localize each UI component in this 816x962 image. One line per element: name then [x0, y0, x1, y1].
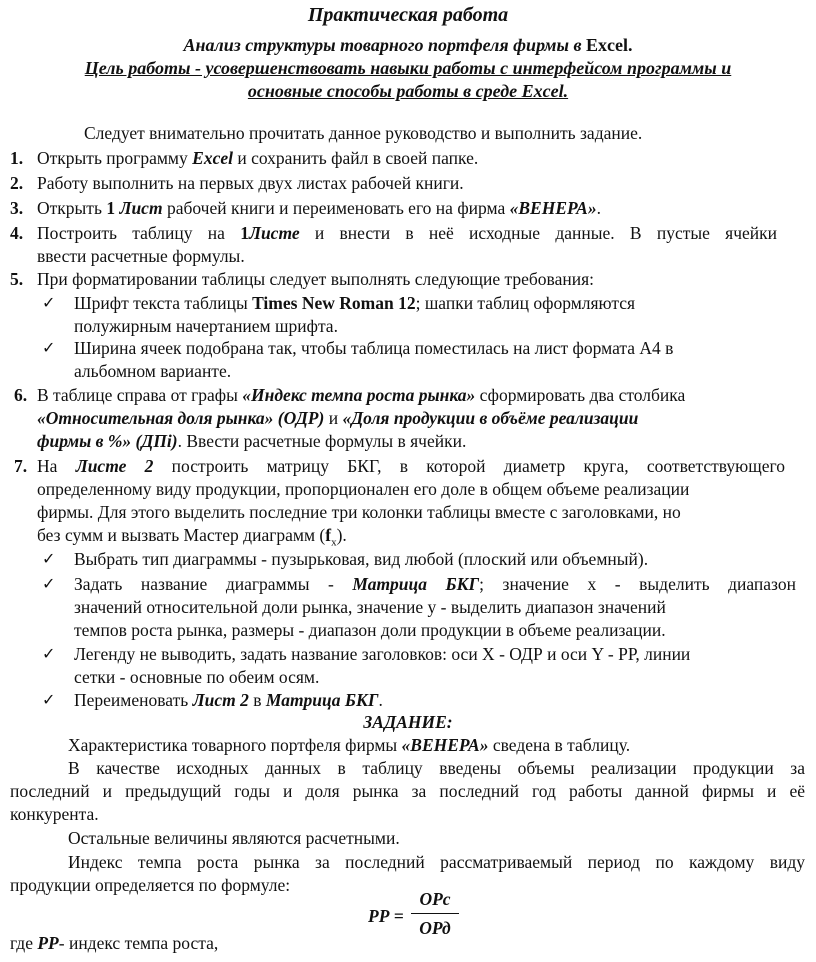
step-7-part: Листе 2: [75, 456, 154, 476]
step-number: 6.: [14, 385, 28, 405]
task-part: РР: [37, 933, 59, 953]
task-paragraph-4-line-2: продукции определяется по формуле:: [10, 875, 291, 895]
formula-lhs: РР =: [368, 906, 404, 926]
step-1-text: [37, 147, 478, 169]
step-number: 5.: [10, 269, 24, 289]
bullet-part: Матрица БКГ: [352, 574, 480, 594]
checkmark-icon: ✓: [42, 293, 56, 312]
task-paragraph-2-line-1: В качестве исходных данных в таблицу введены объемы реализации продукции за: [68, 758, 805, 778]
step-3-part: .: [596, 198, 601, 218]
goal-line-2: основные способы работы в среде Excel.: [247, 81, 569, 101]
task-paragraph-1: [68, 734, 630, 756]
step-5-bullet-2-line-2: альбомном варианте.: [74, 361, 232, 381]
task-last-line: [10, 932, 218, 954]
formula-denominator: ОРд: [419, 918, 451, 938]
step-4-line-2: ввести расчетные формулы.: [37, 246, 245, 266]
step-6-line-3: [37, 430, 466, 452]
checkmark-icon: ✓: [42, 549, 56, 568]
step-6-line-2: [37, 407, 638, 429]
task-paragraph-2-line-2: последний и предыдущий годы и доля рынка за последний год работы данной фирмы и её: [10, 781, 805, 801]
task-paragraph-4-line-1: Индекс темпа роста рынка за последний рассматриваемый период по каждому виду: [68, 852, 805, 872]
subtitle-text: Анализ структуры товарного портфеля фирмы в: [183, 35, 587, 55]
step-3-part: 1: [106, 198, 120, 218]
step-7-text: [37, 455, 785, 477]
task-part: где: [10, 933, 38, 953]
step-4-part: Листе: [248, 223, 300, 243]
goal-line-1: Цель работы - усовершенствовать навыки работы с интерфейсом программы и: [84, 58, 732, 78]
step-7-bullet-3-line-2: сетки - основные по обеим осям.: [74, 667, 320, 687]
checkmark-icon: ✓: [42, 574, 56, 593]
page-subtitle: [0, 34, 816, 56]
bullet-part: Матрица БКГ: [265, 690, 379, 710]
step-7-bullet-4: [74, 689, 383, 711]
step-7-bullet-1: Выбрать тип диаграммы - пузырьковая, вид любой (плоский или объемный).: [74, 549, 649, 569]
step-3-part: Открыть: [37, 198, 107, 218]
step-7-line-3: фирмы. Для этого выделить последние три колонки таблицы вместе с заголовками, но: [37, 502, 681, 522]
step-7-part: без сумм и вызвать Мастер диаграмм (: [37, 525, 326, 545]
bullet-part: Лист 2: [192, 690, 249, 710]
step-4-text: [37, 222, 777, 244]
step-7-part: ).: [336, 525, 347, 545]
checkmark-icon: ✓: [42, 338, 56, 357]
bullet-part: ; значение х - выделить диапазон: [479, 574, 796, 594]
formula-fraction-bar: [411, 913, 459, 914]
task-paragraph-2-line-3: конкурента.: [10, 804, 99, 824]
step-5-bullet-1-line-2: полужирным начертанием шрифта.: [74, 316, 338, 336]
step-6-part: В таблице справа от графы: [37, 385, 243, 405]
step-6-text: [37, 384, 685, 406]
task-company: «ВЕНЕРА»: [401, 735, 489, 755]
step-1-part: и сохранить файл в своей папке.: [232, 148, 479, 168]
bullet-part: ; шапки таблиц оформляются: [415, 293, 636, 313]
step-4-part: 1: [240, 223, 249, 243]
step-number: 2.: [10, 173, 24, 193]
step-number: 3.: [10, 198, 24, 218]
bullet-part: .: [378, 690, 383, 710]
task-paragraph-3: Остальные величины являются расчетными.: [68, 828, 400, 848]
task-heading: ЗАДАНИЕ:: [363, 712, 453, 732]
step-7-bullet-2: [74, 573, 796, 595]
fx-subscript: x: [331, 536, 337, 549]
step-3-company: «ВЕНЕРА»: [509, 198, 597, 218]
step-6-part: . Ввести расчетные формулы в ячейки.: [177, 431, 467, 451]
step-1-excel: Excel: [192, 148, 233, 168]
checkmark-icon: ✓: [42, 690, 56, 709]
checkmark-icon: ✓: [42, 644, 56, 663]
bullet-part: Переименовать: [74, 690, 193, 710]
step-3-part: рабочей книги и переименовать его на фирма: [162, 198, 510, 218]
step-5-bullet-1: [74, 292, 635, 314]
step-5-bullet-2: Ширина ячеек подобрана так, чтобы таблица поместилась на лист формата А4 в: [74, 338, 674, 358]
formula-numerator: ОРс: [419, 889, 451, 909]
task-part: Характеристика товарного портфеля фирмы: [68, 735, 402, 755]
step-7-bullet-2-line-2: значений относительной доли рынка, значение у - выделить диапазон значений: [74, 597, 666, 617]
bullet-part: в: [248, 690, 266, 710]
step-3-part: Лист: [119, 198, 163, 218]
subtitle-excel: Excel.: [586, 35, 633, 55]
step-6-part: и: [324, 408, 343, 428]
step-6-part: «Относительная доля рынка» (ОДР): [37, 408, 325, 428]
step-4-part: и внести в неё исходные данные. В пустые ячейки: [299, 223, 778, 243]
step-number: 1.: [10, 148, 24, 168]
step-7-line-2: определенному виду продукции, пропорционален его доле в общем объеме реализации: [37, 479, 690, 499]
step-6-part: фирмы в %» (ДПi): [37, 431, 178, 451]
step-5-text: При форматировании таблицы следует выполнять следующие требования:: [37, 269, 594, 289]
step-3-text: [37, 197, 601, 219]
step-7-bullet-2-line-3: темпов роста рынка, размеры - диапазон доли продукции в объеме реализации.: [74, 620, 666, 640]
step-6-part: «Индекс темпа роста рынка»: [242, 385, 476, 405]
step-number: 7.: [14, 456, 28, 476]
step-1-part: Открыть программу: [37, 148, 193, 168]
page-title: Практическая работа: [307, 4, 509, 26]
step-7-part: построить матрицу БКГ, в которой диаметр круга, соответствующего: [153, 456, 785, 476]
bullet-font: Times New Roman 12: [252, 293, 416, 313]
fx-symbol: f: [325, 525, 332, 545]
step-4-part: Построить таблицу на: [37, 223, 241, 243]
task-part: - индекс темпа роста,: [58, 933, 219, 953]
step-7-bullet-3: Легенду не выводить, задать название заголовков: оси X - ОДР и оси Y - РР, линии: [74, 644, 691, 664]
step-number: 4.: [10, 223, 24, 243]
bullet-part: Задать название диаграммы -: [74, 574, 353, 594]
task-part: сведена в таблицу.: [488, 735, 631, 755]
bullet-part: Шрифт текста таблицы: [74, 293, 253, 313]
intro-text: Следует внимательно прочитать данное руководство и выполнить задание.: [84, 123, 643, 143]
step-2-text: Работу выполнить на первых двух листах рабочей книги.: [37, 173, 464, 193]
step-6-part: сформировать два столбика: [475, 385, 686, 405]
step-7-part: На: [37, 456, 76, 476]
step-6-part: «Доля продукции в объёме реализации: [342, 408, 639, 428]
